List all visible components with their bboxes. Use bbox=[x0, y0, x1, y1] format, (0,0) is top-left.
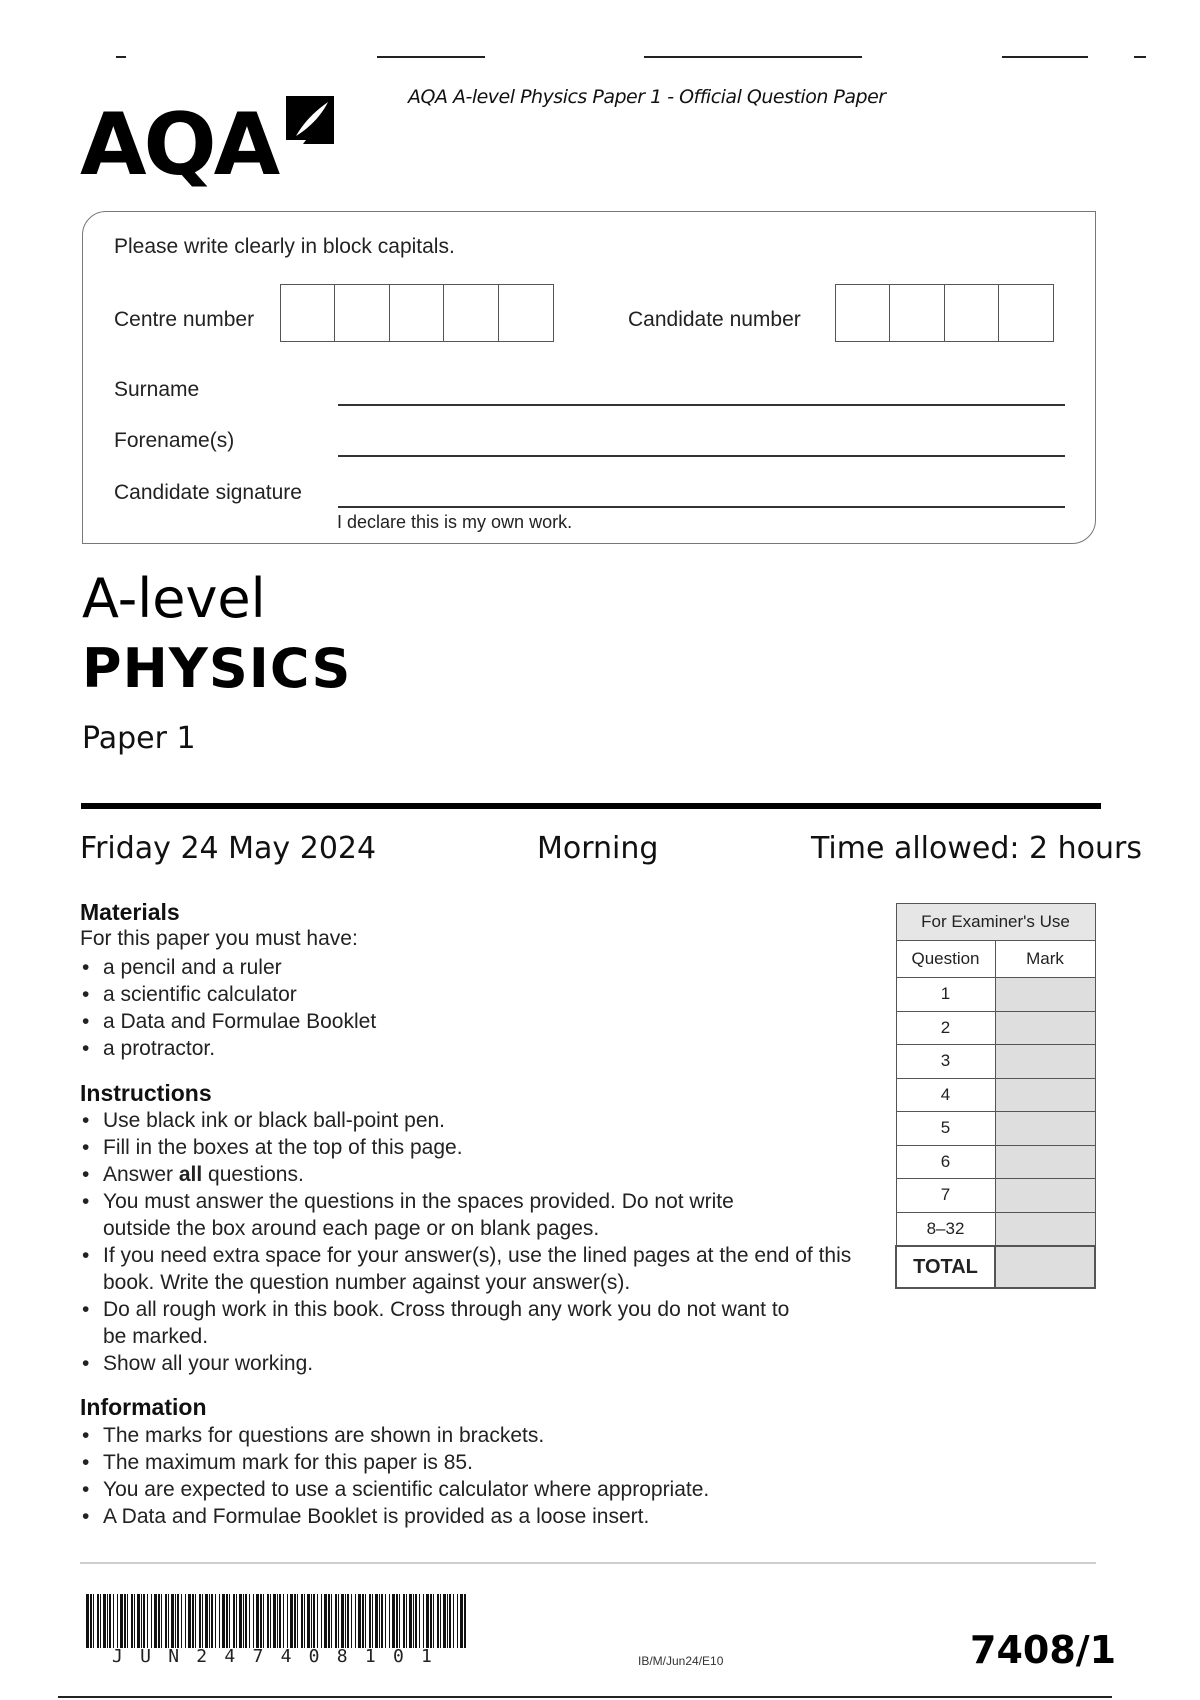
scan-mark bbox=[644, 56, 862, 58]
scan-mark bbox=[1002, 56, 1088, 58]
barcode-digit: 2 bbox=[196, 1646, 208, 1667]
barcode-bar bbox=[409, 1594, 412, 1648]
centre-digit-box[interactable] bbox=[498, 284, 554, 342]
barcode-bar bbox=[86, 1594, 89, 1648]
barcode-bar bbox=[287, 1594, 288, 1648]
barcode-bar bbox=[141, 1594, 142, 1648]
footer-divider bbox=[80, 1562, 1096, 1564]
barcode-bar bbox=[457, 1594, 458, 1648]
barcode-bar bbox=[297, 1594, 298, 1648]
candidate-digit-box[interactable] bbox=[944, 284, 1000, 342]
barcode-bar bbox=[263, 1594, 264, 1648]
barcode-bar bbox=[243, 1594, 244, 1648]
list-item: • You are expected to use a scientific calculator where appropriate. bbox=[80, 1476, 880, 1503]
list-item: • Do all rough work in this book. Cross through any work you do not want to be marked. bbox=[80, 1296, 813, 1350]
forename-label: Forename(s) bbox=[114, 429, 235, 452]
centre-number-boxes[interactable] bbox=[281, 284, 554, 342]
total-label: TOTAL bbox=[896, 1246, 995, 1288]
signature-field[interactable] bbox=[338, 506, 1065, 508]
barcode-bar bbox=[181, 1594, 182, 1648]
barcode-bar bbox=[270, 1594, 271, 1648]
question-number-cell: 3 bbox=[896, 1045, 995, 1079]
examiner-use-table bbox=[895, 903, 1096, 1289]
barcode-bar bbox=[143, 1594, 145, 1648]
barcode-bar bbox=[375, 1594, 378, 1648]
question-number-cell: 7 bbox=[896, 1179, 995, 1213]
barcode-bar bbox=[447, 1594, 448, 1648]
barcode-bar bbox=[249, 1594, 250, 1648]
barcode-bar bbox=[464, 1594, 466, 1648]
barcode-bar bbox=[109, 1594, 111, 1648]
barcode-bar bbox=[304, 1594, 305, 1648]
barcode-bar bbox=[195, 1594, 196, 1648]
barcode-bar bbox=[137, 1594, 140, 1648]
list-item: • a pencil and a ruler bbox=[80, 954, 880, 981]
barcode-bar bbox=[460, 1594, 463, 1648]
barcode-bar bbox=[430, 1594, 432, 1648]
table-row bbox=[896, 1045, 1095, 1079]
barcode-bar bbox=[341, 1594, 344, 1648]
list-item: • You must answer the questions in the spaces provided. Do not write outside the box around each page or on blank pages. bbox=[80, 1188, 793, 1242]
materials-heading: Materials bbox=[80, 899, 180, 925]
barcode-bar bbox=[283, 1594, 284, 1648]
question-number-cell: 2 bbox=[896, 1011, 995, 1045]
list-item: • Use black ink or black ball-point pen. bbox=[80, 1107, 860, 1134]
barcode-bar bbox=[406, 1594, 407, 1648]
aqa-logo: AQA bbox=[80, 95, 278, 195]
exam-session: Morning bbox=[537, 831, 659, 866]
header-caption: AQA A-level Physics Paper 1 - Official Question Paper bbox=[408, 86, 886, 108]
barcode-bar bbox=[317, 1594, 318, 1648]
barcode-bar bbox=[185, 1594, 186, 1648]
barcode-bar bbox=[107, 1594, 108, 1648]
barcode-bar bbox=[331, 1594, 332, 1648]
block-capitals-instruction: Please write clearly in block capitals. bbox=[114, 235, 455, 258]
barcode-bar bbox=[385, 1594, 386, 1648]
centre-number-label: Centre number bbox=[114, 308, 255, 331]
barcode-bar bbox=[440, 1594, 441, 1648]
scan-mark bbox=[1134, 56, 1146, 58]
candidate-digit-box[interactable] bbox=[835, 284, 891, 342]
barcode-digit: J bbox=[112, 1646, 123, 1667]
candidate-digit-box[interactable] bbox=[889, 284, 945, 342]
barcode-bar bbox=[301, 1594, 303, 1648]
barcode-bar bbox=[239, 1594, 242, 1648]
barcode-bar bbox=[381, 1594, 383, 1648]
barcode-bar bbox=[154, 1594, 157, 1648]
scan-mark bbox=[116, 56, 126, 58]
barcode-bar bbox=[134, 1594, 135, 1648]
table-row bbox=[896, 1078, 1095, 1112]
barcode-digit: 4 bbox=[224, 1646, 236, 1667]
instructions-heading: Instructions bbox=[80, 1080, 212, 1106]
forename-field[interactable] bbox=[338, 455, 1065, 457]
mark-cell bbox=[995, 1212, 1095, 1246]
examiner-table-title: For Examiner's Use bbox=[896, 904, 1095, 941]
barcode-bar bbox=[245, 1594, 247, 1648]
barcode-bar bbox=[260, 1594, 262, 1648]
list-item: • a scientific calculator bbox=[80, 981, 880, 1008]
barcode-bar bbox=[90, 1594, 92, 1648]
barcode-bar bbox=[188, 1594, 191, 1648]
candidate-digit-box[interactable] bbox=[998, 284, 1054, 342]
barcode-bar bbox=[379, 1594, 380, 1648]
centre-digit-box[interactable] bbox=[389, 284, 445, 342]
aqa-logo-mark-icon bbox=[282, 92, 338, 148]
paper-reference: IB/M/Jun24/E10 bbox=[638, 1654, 724, 1668]
list-item: • The maximum mark for this paper is 85. bbox=[80, 1449, 880, 1476]
mark-cell bbox=[995, 1145, 1095, 1179]
barcode-digit: 0 bbox=[308, 1646, 320, 1667]
paper-code: 7408/1 bbox=[970, 1628, 1117, 1672]
barcode-bar bbox=[433, 1594, 434, 1648]
page-bottom-rule bbox=[58, 1696, 1112, 1698]
barcode-icon bbox=[86, 1594, 470, 1648]
barcode-bar bbox=[103, 1594, 106, 1648]
barcode-bar bbox=[294, 1594, 296, 1648]
barcode-bar bbox=[202, 1594, 203, 1648]
mark-cell bbox=[995, 978, 1095, 1012]
time-allowed: Time allowed: 2 hours bbox=[811, 831, 1143, 866]
barcode-bar bbox=[113, 1594, 114, 1648]
barcode-bar bbox=[226, 1594, 228, 1648]
barcode-bar bbox=[147, 1594, 148, 1648]
table-row bbox=[896, 1145, 1095, 1179]
materials-intro: For this paper you must have: bbox=[80, 927, 358, 950]
list-item: • a Data and Formulae Booklet bbox=[80, 1008, 880, 1035]
barcode-bar bbox=[97, 1594, 99, 1648]
barcode-bar bbox=[358, 1594, 361, 1648]
total-row bbox=[896, 1246, 1095, 1288]
barcode-bar bbox=[168, 1594, 169, 1648]
barcode-bar bbox=[443, 1594, 446, 1648]
surname-field[interactable] bbox=[338, 404, 1065, 406]
barcode-bar bbox=[205, 1594, 208, 1648]
mark-cell bbox=[995, 1112, 1095, 1146]
barcode-bar bbox=[117, 1594, 118, 1648]
barcode-bar bbox=[328, 1594, 330, 1648]
barcode-bar bbox=[355, 1594, 356, 1648]
barcode-bar bbox=[413, 1594, 414, 1648]
barcode-bar bbox=[177, 1594, 179, 1648]
barcode-bar bbox=[351, 1594, 352, 1648]
barcode-bar bbox=[362, 1594, 364, 1648]
table-row bbox=[896, 1179, 1095, 1213]
declaration-text: I declare this is my own work. bbox=[337, 512, 573, 532]
question-number-cell: 1 bbox=[896, 978, 995, 1012]
barcode-bar bbox=[267, 1594, 269, 1648]
barcode-bar bbox=[399, 1594, 400, 1648]
barcode-digit: 1 bbox=[421, 1646, 432, 1667]
mark-cell bbox=[995, 1045, 1095, 1079]
mark-cell bbox=[995, 1179, 1095, 1213]
mark-cell bbox=[995, 1011, 1095, 1045]
candidate-number-boxes[interactable] bbox=[836, 284, 1054, 342]
barcode-digits bbox=[112, 1646, 432, 1667]
question-number-cell: 5 bbox=[896, 1112, 995, 1146]
examiner-table-rows bbox=[896, 978, 1095, 1247]
barcode-bar bbox=[171, 1594, 174, 1648]
information-heading: Information bbox=[80, 1394, 207, 1420]
barcode-bar bbox=[313, 1594, 315, 1648]
barcode-bar bbox=[165, 1594, 167, 1648]
information-list bbox=[80, 1422, 880, 1530]
barcode-digit: 7 bbox=[252, 1646, 264, 1667]
barcode-bar bbox=[127, 1594, 128, 1648]
signature-label: Candidate signature bbox=[114, 481, 302, 504]
list-item: • A Data and Formulae Booklet is provided as a loose insert. bbox=[80, 1503, 880, 1530]
question-number-cell: 6 bbox=[896, 1145, 995, 1179]
barcode-bar bbox=[396, 1594, 398, 1648]
barcode-bar bbox=[151, 1594, 152, 1648]
barcode-bar bbox=[236, 1594, 237, 1648]
barcode-bar bbox=[345, 1594, 346, 1648]
barcode-bar bbox=[219, 1594, 220, 1648]
mark-column-header: Mark bbox=[995, 941, 1095, 978]
barcode-digit: N bbox=[168, 1646, 180, 1667]
barcode-bar bbox=[365, 1594, 366, 1648]
barcode-bar bbox=[279, 1594, 281, 1648]
barcode-digit: 1 bbox=[364, 1646, 376, 1667]
barcode-bar bbox=[311, 1594, 312, 1648]
question-column-header: Question bbox=[896, 941, 995, 978]
table-row bbox=[896, 1011, 1095, 1045]
barcode-digit: 4 bbox=[280, 1646, 292, 1667]
barcode-bar bbox=[131, 1594, 133, 1648]
barcode-bar bbox=[335, 1594, 337, 1648]
barcode-bar bbox=[215, 1594, 216, 1648]
barcode-bar bbox=[321, 1594, 322, 1648]
list-item bbox=[80, 1161, 860, 1188]
barcode-bar bbox=[453, 1594, 454, 1648]
mark-cell bbox=[995, 1078, 1095, 1112]
list-item: • a protractor. bbox=[80, 1035, 880, 1062]
barcode-bar bbox=[124, 1594, 126, 1648]
barcode-digit: U bbox=[140, 1646, 151, 1667]
table-row bbox=[896, 978, 1095, 1012]
scan-mark bbox=[377, 56, 485, 58]
candidate-number-label: Candidate number bbox=[628, 308, 801, 331]
barcode-bar bbox=[120, 1594, 123, 1648]
paper-number: Paper 1 bbox=[82, 721, 196, 756]
answer-all-text: Answer all questions. bbox=[103, 1163, 304, 1186]
barcode-bar bbox=[403, 1594, 405, 1648]
barcode-bar bbox=[419, 1594, 420, 1648]
barcode-bar bbox=[415, 1594, 417, 1648]
instructions-list bbox=[80, 1107, 860, 1377]
barcode-bar bbox=[324, 1594, 327, 1648]
barcode-bar bbox=[199, 1594, 201, 1648]
materials-list bbox=[80, 954, 880, 1062]
barcode-bar bbox=[273, 1594, 276, 1648]
barcode-bar bbox=[392, 1594, 395, 1648]
barcode-bar bbox=[233, 1594, 235, 1648]
barcode-bar bbox=[426, 1594, 429, 1648]
centre-digit-box[interactable] bbox=[280, 284, 336, 342]
list-item: • If you need extra space for your answer(s), use the lined pages at the end of this book. Write the question number against your answer(s). bbox=[80, 1242, 873, 1296]
table-row bbox=[896, 1212, 1095, 1246]
barcode-bar bbox=[100, 1594, 101, 1648]
barcode-bar bbox=[256, 1594, 259, 1648]
qualification-level: A-level bbox=[82, 567, 266, 630]
barcode-bar bbox=[161, 1594, 162, 1648]
barcode-digit: 8 bbox=[336, 1646, 348, 1667]
question-number-cell: 4 bbox=[896, 1078, 995, 1112]
barcode-bar bbox=[192, 1594, 194, 1648]
total-mark-cell bbox=[995, 1246, 1095, 1288]
centre-digit-box[interactable] bbox=[443, 284, 499, 342]
barcode-bar bbox=[222, 1594, 225, 1648]
barcode-bar bbox=[437, 1594, 439, 1648]
exam-date: Friday 24 May 2024 bbox=[80, 831, 377, 866]
table-row bbox=[896, 1112, 1095, 1146]
list-item: • The marks for questions are shown in brackets. bbox=[80, 1422, 880, 1449]
barcode-bar bbox=[253, 1594, 254, 1648]
barcode-bar bbox=[338, 1594, 339, 1648]
title-divider bbox=[81, 803, 1101, 809]
barcode-bar bbox=[389, 1594, 390, 1648]
barcode-bar bbox=[449, 1594, 451, 1648]
question-number-cell: 8–32 bbox=[896, 1212, 995, 1246]
barcode-bar bbox=[369, 1594, 371, 1648]
subject-title: PHYSICS bbox=[82, 637, 352, 700]
barcode-bar bbox=[347, 1594, 349, 1648]
centre-digit-box[interactable] bbox=[334, 284, 390, 342]
barcode-bar bbox=[290, 1594, 293, 1648]
barcode-bar bbox=[423, 1594, 424, 1648]
list-item: • Fill in the boxes at the top of this page. bbox=[80, 1134, 860, 1161]
list-item: • Show all your working. bbox=[80, 1350, 860, 1377]
barcode-bar bbox=[277, 1594, 278, 1648]
barcode-bar bbox=[307, 1594, 310, 1648]
barcode-bar bbox=[209, 1594, 210, 1648]
barcode-bar bbox=[93, 1594, 94, 1648]
barcode-digit: 0 bbox=[392, 1646, 404, 1667]
surname-label: Surname bbox=[114, 378, 200, 401]
barcode-bar bbox=[158, 1594, 160, 1648]
barcode-bar bbox=[175, 1594, 176, 1648]
barcode-bar bbox=[211, 1594, 213, 1648]
barcode-bar bbox=[372, 1594, 373, 1648]
barcode-bar bbox=[229, 1594, 230, 1648]
